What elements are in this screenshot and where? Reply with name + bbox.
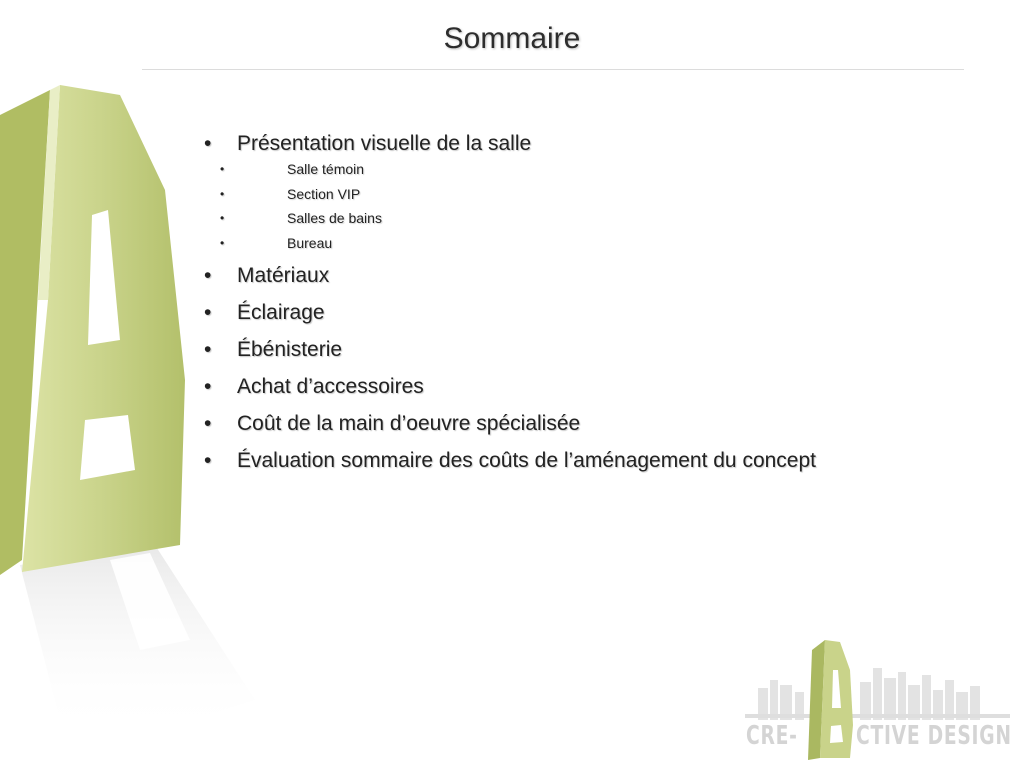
- sub-item-salle-temoin: [204, 161, 924, 178]
- list-item-accessoires: [204, 373, 924, 400]
- watermark-cutout: [80, 415, 135, 480]
- bullet: •: [204, 132, 212, 155]
- skyline-base: [745, 714, 1010, 718]
- list-item-label: Coût de la main d’oeuvre spécialisée: [237, 411, 581, 435]
- sub-bullet: •: [220, 235, 225, 250]
- title-divider: [142, 69, 964, 70]
- bullet: •: [204, 411, 212, 435]
- list-item-label: Éclairage: [237, 300, 325, 324]
- list-item-label: Présentation visuelle de la salle: [237, 132, 532, 155]
- sub-item-label: Section VIP: [287, 185, 361, 202]
- bullet: •: [204, 300, 212, 324]
- list-item-main-doeuvre: [204, 410, 924, 437]
- sub-item-salles-de-bains: [204, 210, 924, 227]
- brand-wordmark: [740, 720, 1015, 752]
- list-item-label: Évaluation sommaire des coûts de l’aménagement du concept: [237, 448, 816, 472]
- sub-item-label: Salles de bains: [287, 210, 382, 226]
- list-item-label: Ébénisterie: [237, 337, 343, 361]
- sub-bullet: •: [220, 162, 225, 176]
- bullet: •: [204, 448, 212, 472]
- sub-bullet: •: [220, 186, 225, 201]
- bullet: •: [204, 263, 212, 287]
- sub-item-label: Bureau: [287, 234, 333, 251]
- slide-title: Sommaire: [443, 22, 581, 55]
- sub-item-section-vip: [204, 186, 924, 203]
- list-item-presentation: [204, 130, 924, 252]
- brand-logo: [740, 630, 1015, 760]
- sub-item-bureau: [204, 235, 924, 252]
- sub-bullet: •: [220, 211, 225, 225]
- list-item-label: Achat d’accessoires: [237, 374, 424, 398]
- bullet: •: [204, 374, 212, 398]
- summary-list: [204, 130, 924, 484]
- list-item-eclairage: [204, 299, 924, 326]
- brand-text-right: CTIVE DESIGN: [856, 721, 1012, 751]
- sub-item-label: Salle témoin: [287, 161, 365, 177]
- list-item-label: Matériaux: [237, 263, 330, 287]
- bullet: •: [204, 337, 212, 361]
- list-item-ebenisterie: [204, 336, 924, 363]
- brand-text-left: CRE-: [746, 721, 798, 751]
- list-item-materiaux: [204, 262, 924, 289]
- list-item-evaluation: [204, 447, 924, 474]
- sub-list: [220, 161, 924, 252]
